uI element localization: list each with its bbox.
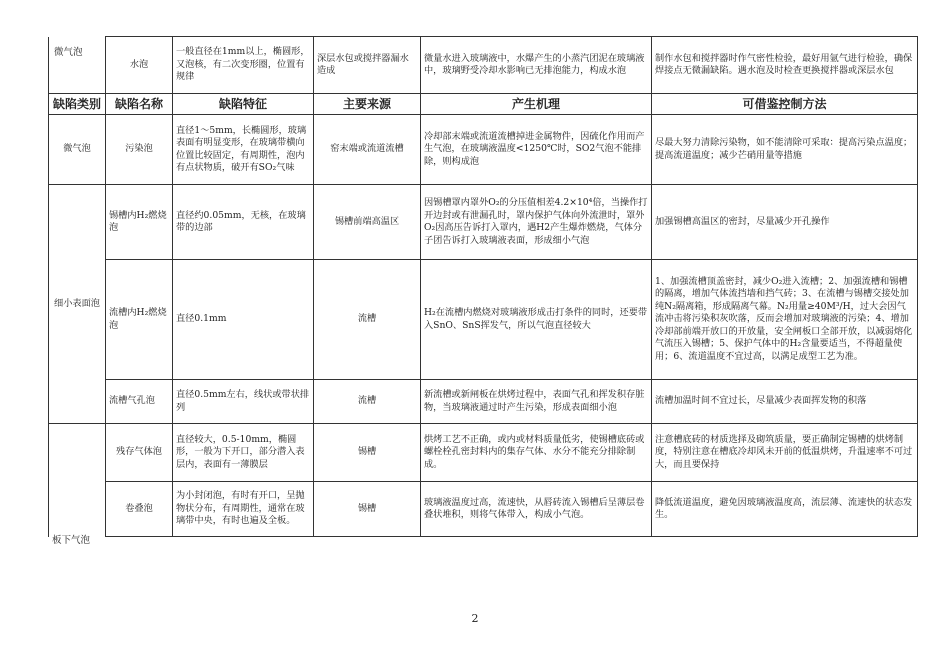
category-cell-bottom [49, 424, 106, 537]
defect-source: 锡槽前端高温区 [314, 185, 421, 260]
category-cell: 微气泡 [49, 115, 106, 185]
category-label-bottom: 板下气泡 [52, 535, 91, 546]
table-row [49, 115, 918, 185]
defect-source: 锡槽 [314, 482, 421, 537]
table-row [49, 424, 918, 482]
defect-control: 尽最大努力清除污染物，如不能清除可采取：提高污染点温度；提高流道温度；减少芒硝用量等措施 [652, 115, 918, 185]
defect-feature: 一般直径在1mm以上，椭圆形，又泡核，有二次变形圈，位置有规律 [173, 37, 314, 94]
header-mechanism: 产生机理 [421, 94, 652, 115]
table-row [49, 482, 918, 537]
defect-mechanism: 因锡槽罩内罩外O₂的分压值相差4.2×10⁴倍，当操作打开边封或有泄漏孔时，罩内保护气体向外流泄时，罩外O₂因高压告诉打入罩内，遇H2产生爆炸燃烧，气体分子团告诉打入玻璃液表面，形成细小气泡 [421, 185, 652, 260]
defect-control: 1、加强流槽顶盖密封，减少O₂进入流槽；2、加强流槽和锡槽的隔离，增加气体流挡墙和挡气砖；3、在流槽与锡槽交接处加纯N₂隔离箱，形成隔离气幕。N₂用量≥40M³/H，过大会因气流冲击将污染积灰吹落，反而会增加对玻璃液的污染；4、增加冷却部前端开放口的开放量，安全闸板口全部开放，以减弱熔化气流压入锡槽；5、保护气体中的H₂含量要适当，不得超量使用；6、流道温度不宜过高，以满足成型工艺为准。 [652, 260, 918, 380]
header-category: 缺陷类别 [49, 94, 106, 115]
defect-control: 降低流道温度，避免因玻璃液温度高，流层薄、流速快的状态发生。 [652, 482, 918, 537]
table-row [49, 185, 918, 260]
defect-name: 水泡 [106, 37, 173, 94]
defect-name: 锡槽内H₂燃烧泡 [106, 185, 173, 260]
page-number: 2 [471, 612, 479, 625]
defect-feature: 直径约0.05mm，无核，在玻璃带的边部 [173, 185, 314, 260]
header-name: 缺陷名称 [106, 94, 173, 115]
defect-feature: 为小封闭泡，有时有开口，呈抛物状分布，有周期性，通常在玻璃带中央，有时也遍及全板。 [173, 482, 314, 537]
header-control: 可借鉴控制方法 [652, 94, 918, 115]
defect-source: 流槽 [314, 380, 421, 424]
defect-mechanism: 微量水进入玻璃液中，水爆产生的小蒸汽团泥在玻璃液中，玻璃野受冷却水影响已无排泡能力，构成水泡 [421, 37, 652, 94]
category-label-top: 微气泡 [54, 47, 83, 58]
defect-control: 注意槽底砖的材质选择及砌筑质量，要正确制定锡槽的烘烤制度，特别注意在槽底冷却风未开前的低温烘烤，升温速率不可过大，而且要保持 [652, 424, 918, 482]
defect-name: 卷叠泡 [106, 482, 173, 537]
defect-mechanism: H₂在流槽内燃烧对玻璃液形成击打条件的同时，还要带入SnO、SnS挥发气，所以气泡直径较大 [421, 260, 652, 380]
defect-table [48, 36, 918, 537]
category-cell-top [49, 37, 106, 94]
defect-feature: 直径0.1mm [173, 260, 314, 380]
defect-source: 深层水包或搅拌器漏水造成 [314, 37, 421, 94]
defect-name: 流槽气孔泡 [106, 380, 173, 424]
defect-mechanism: 新流槽或新闸板在烘烤过程中，表面气孔和挥发积存脏物，当玻璃液通过时产生污染，形成表面细小泡 [421, 380, 652, 424]
table-row [49, 37, 918, 94]
table-row [49, 380, 918, 424]
defect-control: 流槽加温时间不宜过长，尽量减少表面挥发物的积落 [652, 380, 918, 424]
table-header-row [49, 94, 918, 115]
defect-name: 流槽内H₂燃烧泡 [106, 260, 173, 380]
defect-mechanism: 烘烤工艺不正确，或内或材料质量低劣，使锡槽底砖或螺栓栓孔密封料内的集存气体、水分不能充分排除制成。 [421, 424, 652, 482]
defect-control: 加强锡槽高温区的密封，尽量减少开孔操作 [652, 185, 918, 260]
header-source: 主要来源 [314, 94, 421, 115]
table-row [49, 260, 918, 380]
defect-control: 制作水包和搅拌器时作气密性检验，最好用氩气进行检验，确保焊接点无微漏缺陷。遇水泡及时检查更换搅拌器或深层水包 [652, 37, 918, 94]
defect-name: 污染泡 [106, 115, 173, 185]
defect-source: 窑末端或流道流槽 [314, 115, 421, 185]
defect-feature: 直径0.5mm左右，线状或带状排列 [173, 380, 314, 424]
defect-feature: 直径较大，0.5-10mm，椭圆形，一般为下开口，部分潜入表层内，表面有一薄膜层 [173, 424, 314, 482]
defect-mechanism: 冷却部末端或流道流槽掉进金属物件，因硫化作用而产生气泡，在玻璃液温度<1250℃时，SO2气泡不能排除，则构成泡 [421, 115, 652, 185]
defect-source: 流槽 [314, 260, 421, 380]
category-cell: 细小表面泡 [49, 185, 106, 424]
defect-feature: 直径1～5mm，长椭圆形，玻璃表面有明显变形，在玻璃带横向位置比较固定，有周期性，泡内有点状物质，破开有SO₂气味 [173, 115, 314, 185]
defect-source: 锡槽 [314, 424, 421, 482]
header-feature: 缺陷特征 [173, 94, 314, 115]
defect-mechanism: 玻璃液温度过高，流速快，从唇砖流入锡槽后呈薄层卷叠状堆积，则将气体带入，构成小气泡。 [421, 482, 652, 537]
defect-name: 残存气体泡 [106, 424, 173, 482]
